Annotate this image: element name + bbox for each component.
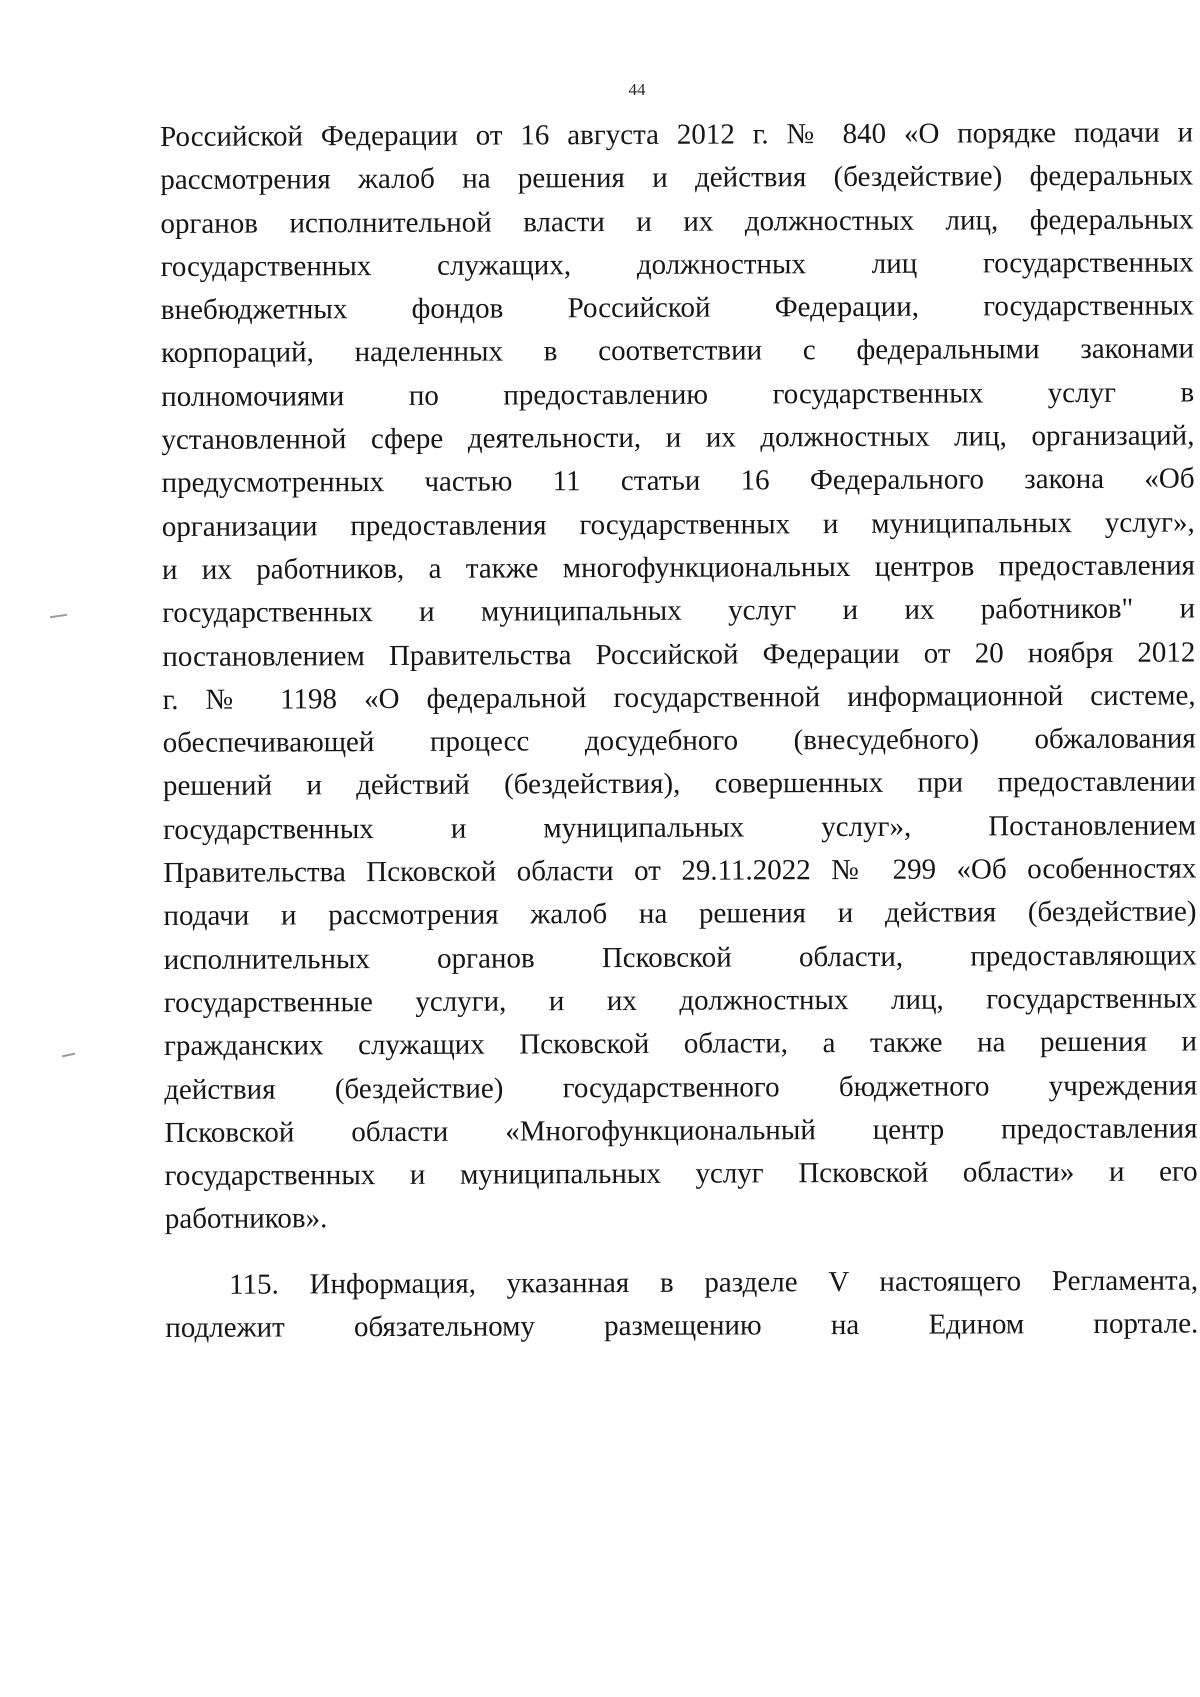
- text-line: Российской Федерации от 16 августа 2012 г. № 840 «О порядке подачи и: [160, 116, 1194, 153]
- text-line: предусмотренных частью 11 статьи 16 Федерального закона «Об: [161, 462, 1195, 500]
- text-line: внебюджетных фондов Российской Федерации, государственных: [160, 289, 1194, 327]
- text-line: 115. Информация, указанная в разделе V настоящего Регламента,: [229, 1264, 1199, 1301]
- text-line: работников».: [164, 1202, 328, 1236]
- text-line: подлежит обязательному размещению на Едином портале.: [165, 1307, 1199, 1345]
- text-line: государственные услуги, и их должностных лиц, государственных: [163, 982, 1197, 1019]
- text-line: и их работников, а также многофункциональных центров предоставления: [161, 549, 1196, 586]
- text-line: решений и действий (бездействия), совершенных при предоставлении: [162, 765, 1196, 803]
- paragraph-2: [165, 1259, 1198, 1350]
- text-line: рассмотрения жалоб на решения и действия (бездействие) федеральных: [160, 159, 1194, 197]
- text-line: государственных и муниципальных услуг Псковской области» и его: [164, 1155, 1198, 1193]
- text-line: полномочиями по предоставлению государственных услуг в: [161, 376, 1195, 413]
- text-line: обеспечивающей процесс досудебного (внесудебного) обжалования: [162, 722, 1196, 760]
- text-line: государственных и муниципальных услуг», Постановлением: [163, 809, 1197, 846]
- margin-mark: [50, 614, 67, 618]
- text-line: установленной сфере деятельности, и их должностных лиц, организаций,: [161, 419, 1195, 457]
- text-line: государственных служащих, должностных лиц государственных: [160, 246, 1194, 283]
- text-line: действия (бездействие) государственного бюджетного учреждения: [164, 1069, 1198, 1106]
- text-line: органов исполнительной власти и их должностных лиц, федеральных: [160, 203, 1194, 240]
- text-line: исполнительных органов Псковской области, предоставляющих: [163, 939, 1197, 976]
- text-line: Псковской области «Многофункциональный центр предоставления: [164, 1112, 1198, 1149]
- text-line: Правительства Псковской области от 29.11.2022 № 299 «Об особенностях: [163, 852, 1197, 890]
- margin-mark: [62, 1053, 75, 1058]
- page-number: 44: [628, 80, 646, 99]
- body-text: [160, 111, 1198, 1350]
- text-line: г. № 1198 «О федеральной государственной информационной системе,: [162, 679, 1196, 716]
- text-line: постановлением Правительства Российской Федерации от 20 ноября 2012: [162, 636, 1196, 673]
- text-line: государственных и муниципальных услуг и их работников" и: [162, 592, 1196, 630]
- text-line: корпораций, наделенных в соответствии с федеральными законами: [160, 332, 1195, 370]
- text-line: гражданских служащих Псковской области, а также на решения и: [163, 1025, 1198, 1063]
- text-line: подачи и рассмотрения жалоб на решения и действия (бездействие): [163, 895, 1197, 933]
- text-line: организации предоставления государственных и муниципальных услуг»,: [161, 506, 1195, 543]
- paragraph-1: [160, 111, 1198, 1241]
